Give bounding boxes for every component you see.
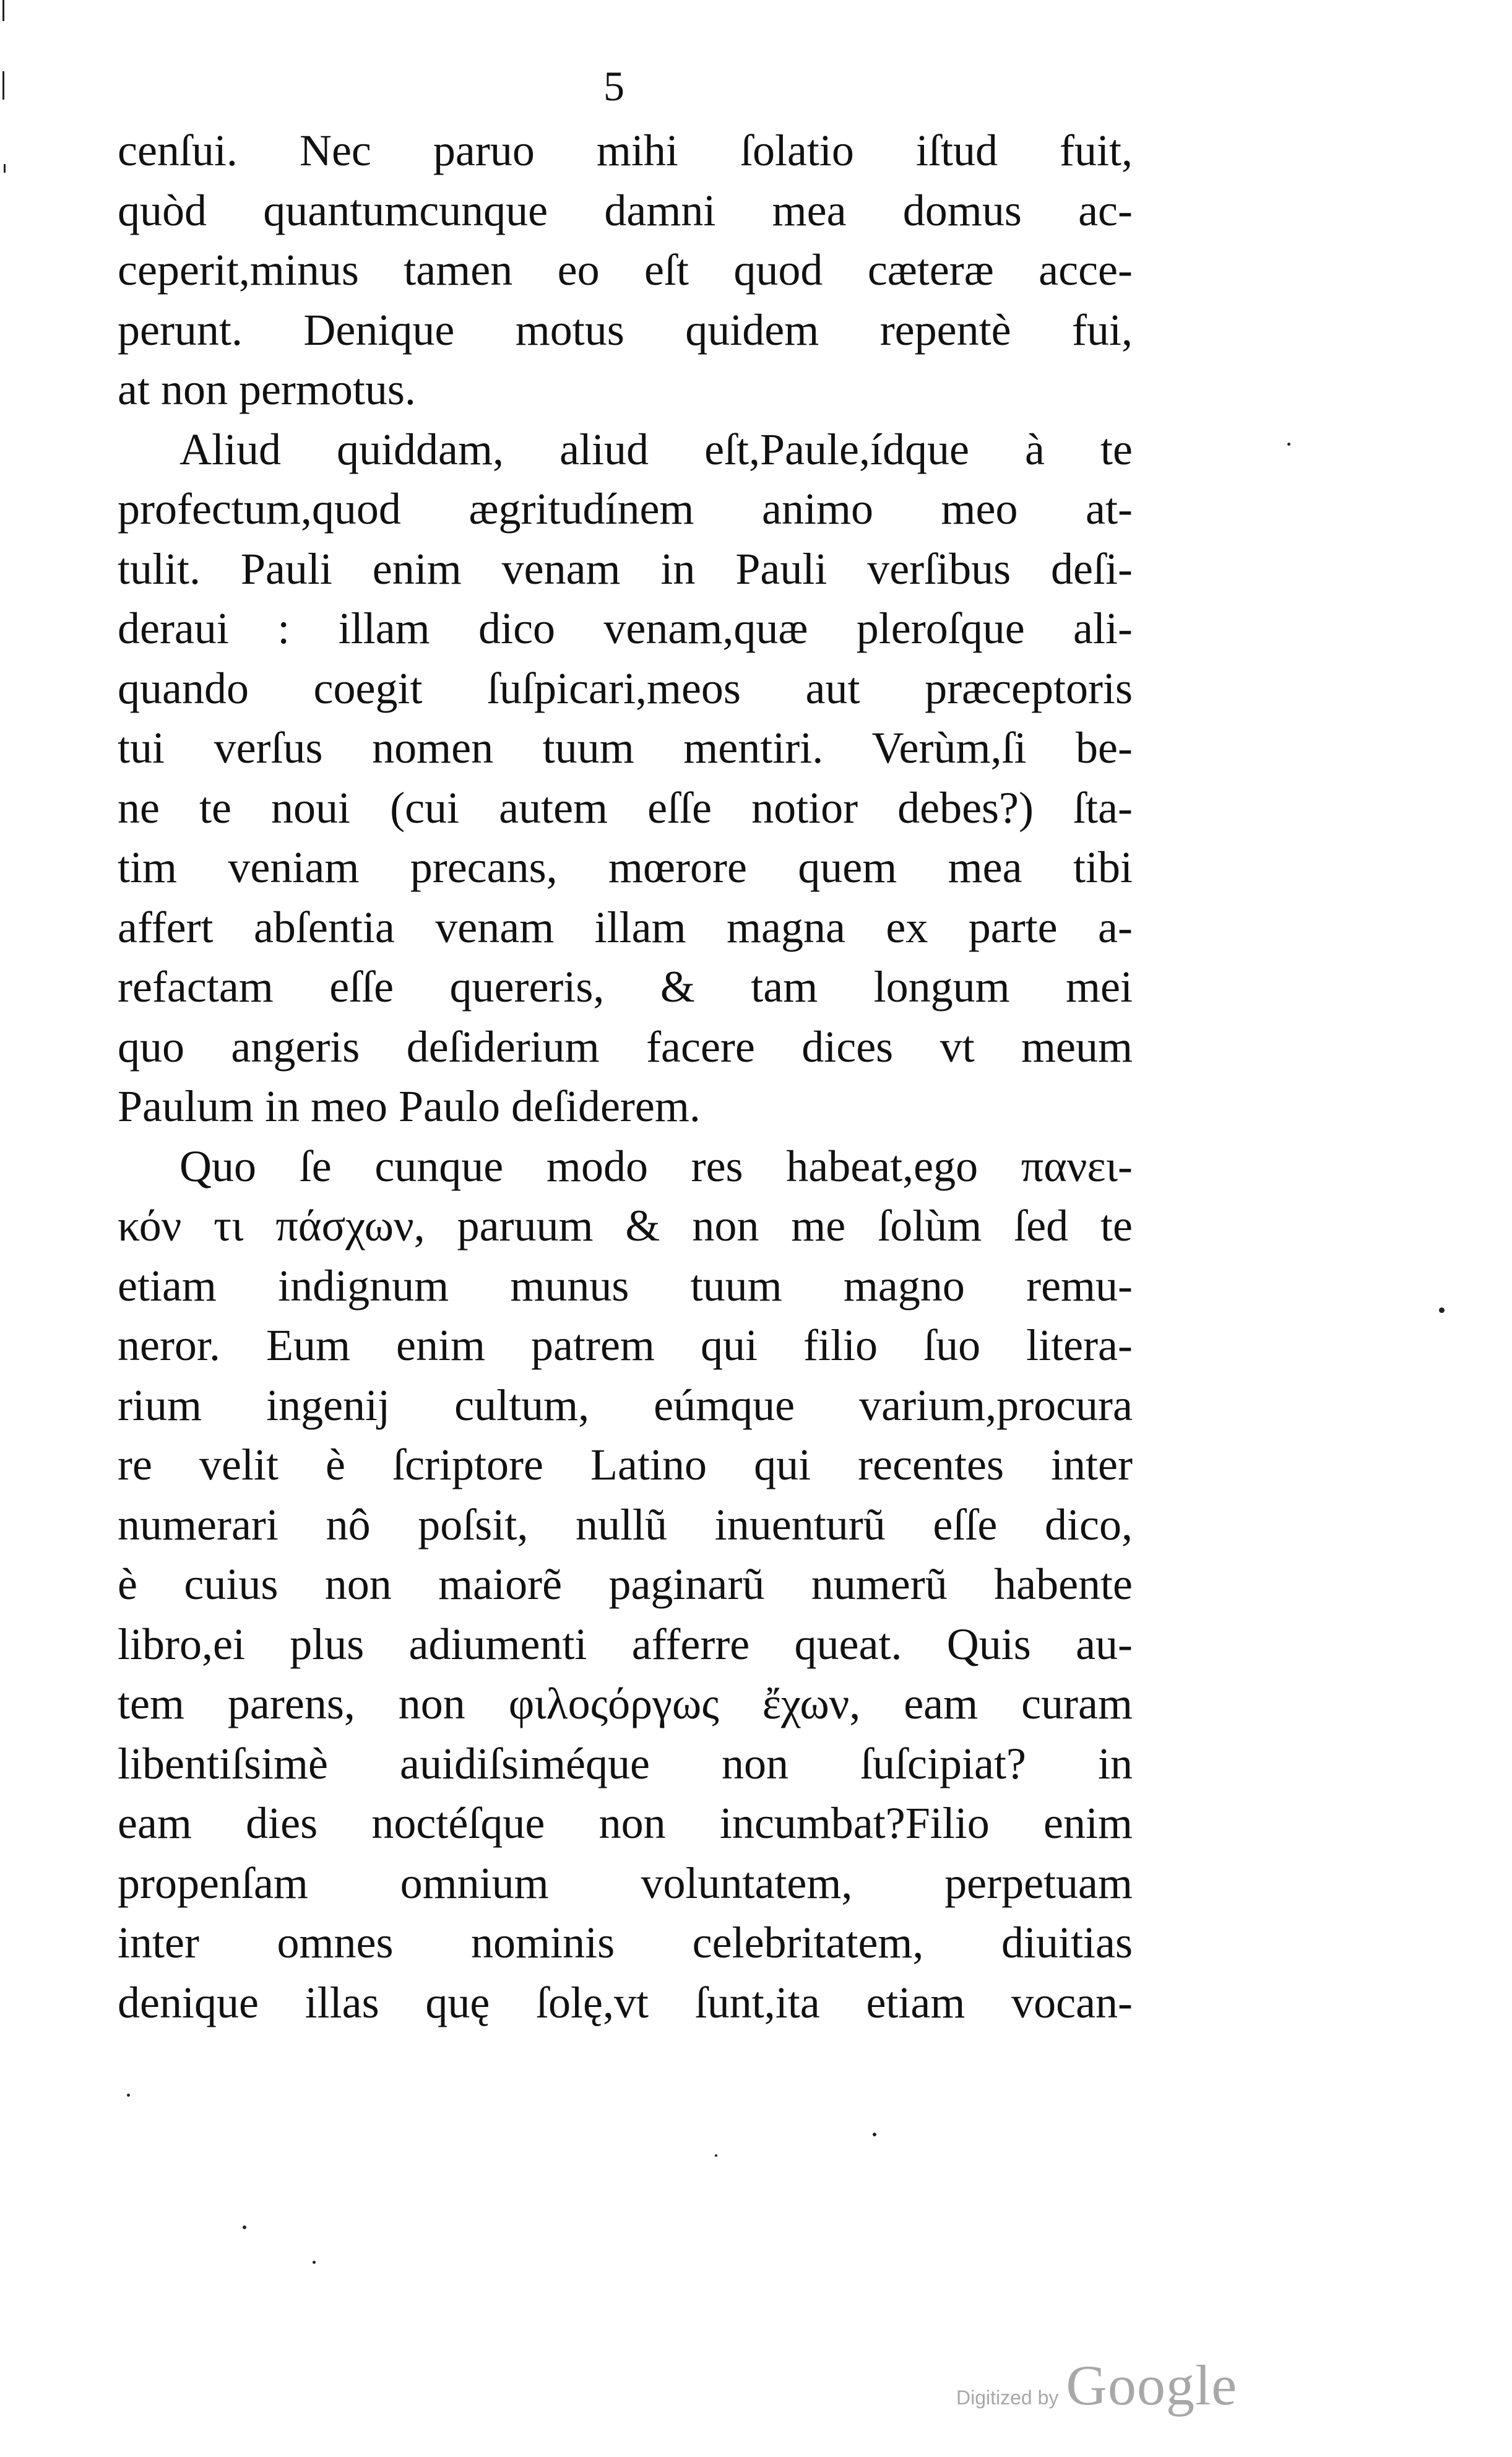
text-line: at non permotus.: [118, 365, 416, 414]
text-line: quando coegit ſuſpicari,meos aut præceptoris: [118, 663, 1133, 713]
text-line: profectum,quod ægritudínem animo meo at-: [118, 484, 1133, 534]
text-line: libro,ei plus adiumenti afferre queat. Quis au-: [118, 1619, 1133, 1669]
text-line: è cuius non maiorẽ paginarũ numerũ habente: [118, 1559, 1133, 1609]
text-line: denique illas quę ſolę,vt ſunt,ita etiam vocan-: [118, 1977, 1133, 2027]
paragraph-1: [118, 121, 1133, 420]
paragraph-3: [118, 1137, 1133, 2033]
text-line: affert abſentia venam illam magna ex parte a-: [118, 902, 1133, 952]
scan-tick: [2, 71, 4, 100]
text-line: tulit. Pauli enim venam in Pauli verſibus deſi-: [118, 544, 1133, 594]
scan-speck: [127, 2094, 130, 2097]
scan-tick: [2, 0, 4, 21]
text-line: quo angeris deſiderium facere dices vt meum: [118, 1021, 1133, 1072]
scan-edge-marks: [0, 0, 7, 186]
scan-speck: [1439, 1307, 1445, 1313]
text-line: Quo ſe cunque modo res habeat,ego πανει-: [179, 1141, 1133, 1191]
scan-speck: [243, 2225, 246, 2229]
text-line: tui verſus nomen tuum mentiri. Verùm,ſi be-: [118, 723, 1133, 773]
text-line: tim veniam precans, mœrore quem mea tibi: [118, 843, 1133, 892]
scan-speck: [873, 2133, 876, 2136]
text-line: κόν τι πάσχων, paruum & non me ſolùm ſed te: [118, 1201, 1133, 1250]
text-line: numerari nô poſsit, nullũ inuenturũ eſſe dico,: [118, 1499, 1133, 1549]
text-line: etiam indignum munus tuum magno remu-: [118, 1260, 1133, 1311]
text-line: Aliud quiddam, aliud eſt,Paule,ídque à te: [179, 424, 1133, 474]
text-line: cenſui. Nec paruo mihi ſolatio iſtud fuit,: [118, 126, 1133, 175]
text-line: libentiſsimè auidiſsiméque non ſuſcipiat? in: [118, 1738, 1133, 1788]
text-line: perunt. Denique motus quidem repentè fui,: [118, 305, 1133, 355]
text-line: ceperit,minus tamen eo eſt quod cæteræ acce-: [118, 245, 1133, 295]
digitized-by-google-watermark: [956, 2352, 1237, 2418]
google-logo: Google: [1066, 2354, 1238, 2417]
text-line: eam dies noctéſque non incumbat?Filio enim: [118, 1798, 1133, 1848]
body-text: [118, 121, 1133, 2032]
text-line: neror. Eum enim patrem qui filio ſuo litera-: [118, 1320, 1133, 1370]
scan-speck: [715, 2154, 717, 2157]
text-line: tem parens, non φιλοςόργως ἔχων, eam curam: [118, 1679, 1133, 1728]
text-line: quòd quantumcunque damni mea domus ac-: [118, 185, 1133, 235]
text-line: inter omnes nominis celebritatem, diuitias: [118, 1918, 1133, 1967]
text-line: re velit è ſcriptore Latino qui recentes inter: [118, 1440, 1133, 1489]
text-line: ne te noui (cui autem eſſe notior debes?) ſta-: [118, 782, 1133, 833]
text-line: rium ingenij cultum, eúmque varium,procura: [118, 1380, 1133, 1430]
text-line: deraui : illam dico venam,quæ pleroſque ali-: [118, 604, 1133, 653]
page-number: 5: [603, 63, 624, 110]
text-line: propenſam omnium voluntatem, perpetuam: [118, 1858, 1133, 1908]
paragraph-2: [118, 420, 1133, 1137]
scan-tick: [4, 164, 6, 173]
watermark-prefix: Digitized by: [956, 2386, 1059, 2409]
scan-speck: [313, 2261, 316, 2264]
text-line: refactam eſſe quereris, & tam longum mei: [118, 962, 1133, 1012]
scan-speck: [1287, 443, 1290, 446]
text-line: Paulum in meo Paulo deſiderem.: [118, 1081, 701, 1131]
